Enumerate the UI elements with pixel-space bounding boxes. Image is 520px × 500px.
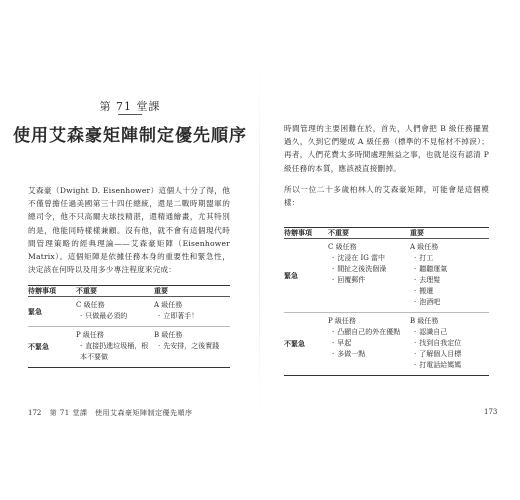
page-number: 173 xyxy=(484,408,498,416)
matrix-header-not-important: 不重要 xyxy=(328,228,410,239)
page-number: 172 xyxy=(28,409,42,417)
lesson-divider xyxy=(118,114,142,115)
body-paragraph-2: 所以一位二十多歲柏林人的艾森豪矩陣，可能會是這個模樣： xyxy=(284,185,489,208)
matrix-header-row xyxy=(28,286,230,297)
quadrant-item: · 去理髮 xyxy=(410,275,489,286)
page-footer-right xyxy=(484,408,497,416)
matrix-row-not-urgent xyxy=(284,313,489,376)
quadrant-item: · 凸顯自己的外在優點 xyxy=(328,327,410,338)
matrix-header-row xyxy=(284,228,489,239)
matrix-header-important: 重要 xyxy=(410,228,489,239)
quadrant-item: · 早起 xyxy=(328,338,410,349)
quadrant-item: · 搬遷 xyxy=(410,286,489,297)
quadrant-item: · 沈浸在 IG 當中 xyxy=(328,253,410,264)
eisenhower-matrix-basic xyxy=(28,285,230,368)
quadrant-item: · 多做一點 xyxy=(328,349,410,360)
eisenhower-matrix-berliner xyxy=(284,227,489,376)
quadrant-item: · 回覆郵件 xyxy=(328,275,410,286)
quadrant-title: A 級任務 xyxy=(154,301,183,309)
matrix-header-todo: 待辦事項 xyxy=(284,228,328,239)
quadrant-c xyxy=(328,239,410,313)
page-footer-left xyxy=(28,408,192,418)
running-head: 第 71 堂課 使用艾森豪矩陣制定優先順序 xyxy=(49,409,193,417)
quadrant-title: C 級任務 xyxy=(328,243,357,251)
matrix-header-important: 重要 xyxy=(154,286,230,297)
row-label-urgent: 緊急 xyxy=(28,297,76,327)
matrix-row-not-urgent xyxy=(28,327,230,368)
quadrant-item: · 泡酒吧 xyxy=(410,297,489,308)
quadrant-item: · 認識自己 xyxy=(410,327,489,338)
row-label-not-urgent: 不緊急 xyxy=(284,313,328,376)
quadrant-title: P 級任務 xyxy=(76,331,104,339)
quadrant-title: A 級任務 xyxy=(410,243,439,251)
quadrant-item: · 了解個人目標 xyxy=(410,349,489,360)
body-paragraph-1: 時間管理的主要困難在於，首先，人們會把 B 級任務擺置過久，久到它們變成 A 級任務（標準的不見棺材不掉淚）；再者，人們花費太多時間處理無益之事，也就是沒有認清 P 級任務的本質，應該被直接刪掉。 xyxy=(284,124,489,173)
quadrant-b xyxy=(410,313,489,376)
quadrant-title: P 級任務 xyxy=(328,317,356,325)
chapter-title: 使用艾森豪矩陣制定優先順序 xyxy=(13,126,247,146)
quadrant-title: B 級任務 xyxy=(154,331,183,339)
matrix-row-urgent xyxy=(284,239,489,313)
quadrant-title: B 級任務 xyxy=(410,317,439,325)
quadrant-item: · 只做最必須的 xyxy=(76,311,154,322)
quadrant-a xyxy=(154,297,230,327)
quadrant-item: · 聽聽運氣 xyxy=(410,264,489,275)
quadrant-b xyxy=(154,327,230,368)
matrix-header-not-important: 不重要 xyxy=(76,286,154,297)
quadrant-item: · 先安排，之後實踐 xyxy=(154,341,230,352)
quadrant-item: · 打工 xyxy=(410,253,489,264)
quadrant-title: C 級任務 xyxy=(76,301,105,309)
quadrant-item: · 立即著手！ xyxy=(154,311,230,322)
quadrant-item: · 閒扯之後洗個澡 xyxy=(328,264,410,275)
matrix-header-todo: 待辦事項 xyxy=(28,286,76,297)
lesson-label: 第 71 堂課 xyxy=(99,100,161,113)
intro-paragraph: 艾森豪（Dwight D. Eisenhower）這個人十分了得，他不僅曾擔任過美國第三十四任總統，還是二戰時期盟軍的總司令，他不只高爾夫球技精湛，還精通繪畫，尤其特別的是，他能同時樣樣兼顧。沒有他，就不會有這個現代時間管理策略的經典理論——艾森豪矩陣（Eisenhower Matrix）。這個矩陣是依據任務本身的重要性和緊急性，決定該在何時以及用多少專注程度來完成： xyxy=(28,186,230,275)
quadrant-p xyxy=(76,327,154,368)
matrix-row-urgent xyxy=(28,297,230,327)
quadrant-item: · 直接扔進垃圾桶，根本不要做 xyxy=(76,341,154,363)
quadrant-item: · 找到自我定位 xyxy=(410,338,489,349)
quadrant-p xyxy=(328,313,410,376)
quadrant-item: · 打電話給媽媽 xyxy=(410,360,489,371)
row-label-urgent: 緊急 xyxy=(284,239,328,313)
row-label-not-urgent: 不緊急 xyxy=(28,327,76,368)
quadrant-c xyxy=(76,297,154,327)
quadrant-a xyxy=(410,239,489,313)
